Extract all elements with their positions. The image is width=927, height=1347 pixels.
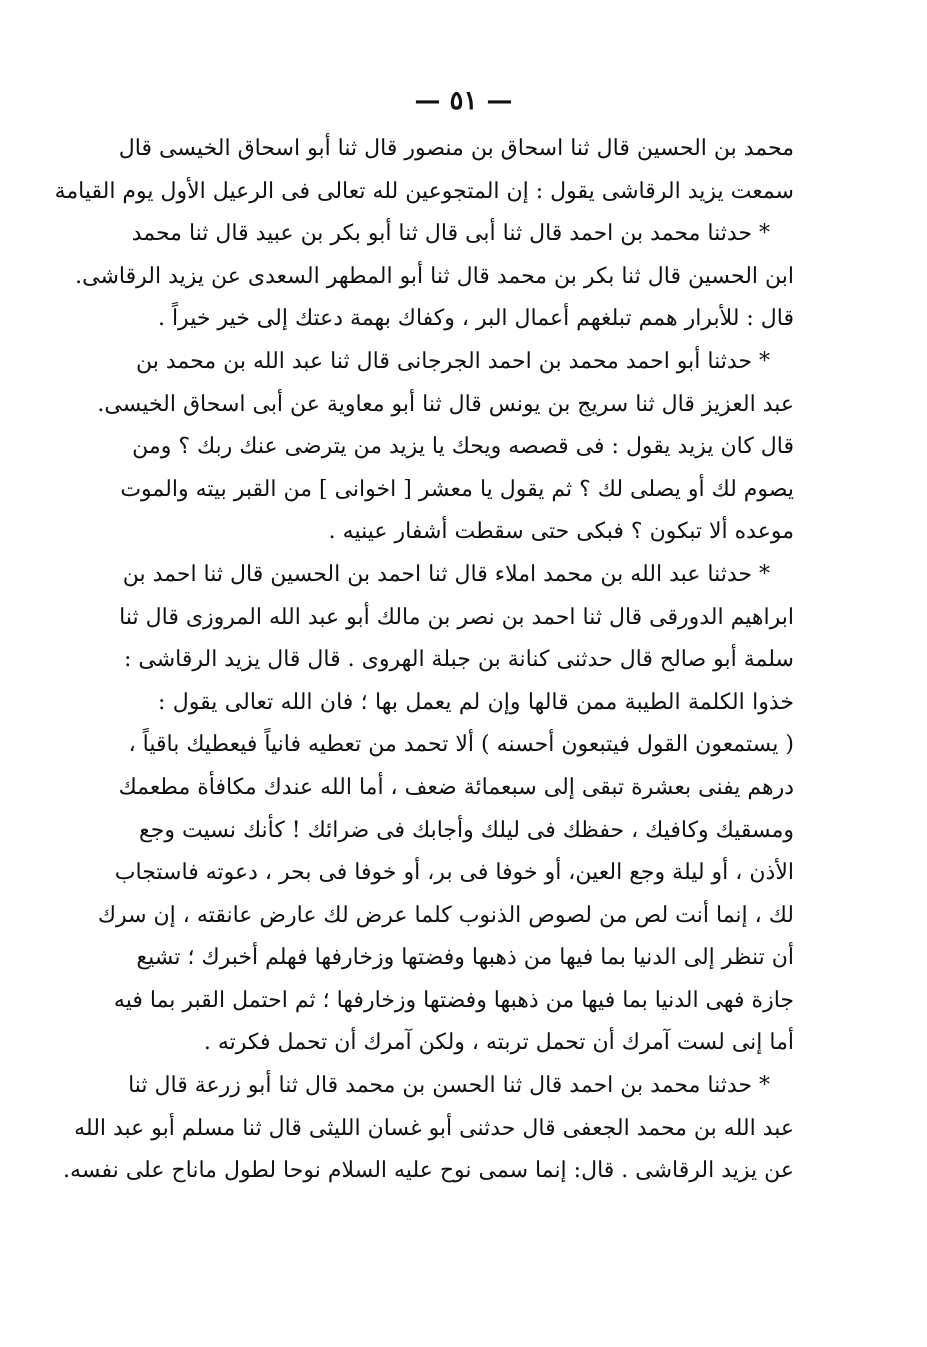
text-line: ابن الحسين قال ثنا بكر بن محمد قال ثنا أبو المطهر السعدى عن يزيد الرقاشى. <box>75 263 794 289</box>
text-line: درهم يفنى بعشرة تبقى إلى سبعمائة ضعف ، أما الله عندك مكافأة مطعمك <box>118 774 794 800</box>
text-line: يصوم لك أو يصلى لك ؟ ثم يقول يا معشر [ اخوانى ] من القبر بيته والموت <box>120 476 794 502</box>
text-line: ابراهيم الدورقى قال ثنا احمد بن نصر بن مالك أبو عبد الله المروزى قال ثنا <box>119 604 794 630</box>
text-line: أن تنظر إلى الدنيا بما فيها من ذهبها وفضتها وزخارفها فهلم أخبرك ؛ تشيع <box>136 945 794 971</box>
text-line: * حدثنا أبو احمد محمد بن احمد الجرجانى قال ثنا عبد الله بن محمد بن <box>136 348 770 374</box>
text-line: عبد العزيز قال ثنا سريج بن يونس قال ثنا أبو معاوية عن أبى اسحاق الخيسى. <box>97 391 794 417</box>
text-line: خذوا الكلمة الطيبة ممن قالها وإن لم يعمل بها ؛ فان الله تعالى يقول : <box>158 689 794 715</box>
body-text <box>54 128 794 1193</box>
text-line: * حدثنا محمد بن احمد قال ثنا أبى قال ثنا أبو بكر بن عبيد قال ثنا محمد <box>131 221 770 247</box>
text-line: موعده ألا تبكون ؟ فبكى حتى سقطت أشفار عينيه . <box>328 519 794 545</box>
text-line: قال كان يزيد يقول : فى قصصه ويحك يا يزيد من يترضى عنك ربك ؟ ومن <box>132 434 794 460</box>
text-line: عبد الله بن محمد الجعفى قال حدثنى أبو غسان الليثى قال ثنا مسلم أبو عبد الله <box>74 1115 794 1141</box>
text-line: جازة فهى الدنيا بما فيها من ذهبها وفضتها وزخارفها ؛ ثم احتمل القبر بما فيه <box>113 987 794 1013</box>
text-line: ( يستمعون القول فيتبعون أحسنه ) ألا تحمد من تعطيه فانياً فيعطيك باقياً ، <box>128 732 794 758</box>
text-line: * حدثنا عبد الله بن محمد املاء قال ثنا احمد بن الحسين قال ثنا احمد بن <box>122 561 770 587</box>
page-number: — ٥١ — <box>414 86 513 116</box>
text-line: * حدثنا محمد بن احمد قال ثنا الحسن بن محمد قال ثنا أبو زرعة قال ثنا <box>128 1073 770 1099</box>
text-line: قال : للأبرار همم تبلغهم أعمال البر ، وكفاك بهمة دعتك إلى خير خيراً . <box>157 306 794 332</box>
text-line: سلمة أبو صالح قال حدثنى كنانة بن جبلة الهروى . قال قال يزيد الرقاشى : <box>123 647 794 673</box>
text-line: أما إنى لست آمرك أن تحمل تربته ، ولكن آمرك أن تحمل فكرته . <box>203 1030 794 1056</box>
text-line: عن يزيد الرقاشى . قال: إنما سمى نوح عليه السلام نوحا لطول ماناح على نفسه. <box>63 1158 794 1184</box>
text-line: الأذن ، أو ليلة وجع العين، أو خوفا فى بر، أو خوفا فى بحر ، دعوته فاستجاب <box>114 860 794 886</box>
text-line: محمد بن الحسين قال ثنا اسحاق بن منصور قال ثنا أبو اسحاق الخيسى قال <box>118 136 794 161</box>
text-line: سمعت يزيد الرقاشى يقول : إن المتجوعين لله تعالى فى الرعيل الأول يوم القيامة <box>54 178 794 204</box>
text-line: ومسقيك وكافيك ، حفظك فى ليلك وأجابك فى ضرائك ! كأنك نسيت وجع <box>139 817 794 843</box>
text-line: لك ، إنما أنت لص من لصوص الذنوب كلما عرض لك عارض عانقته ، إن سرك <box>97 902 794 928</box>
